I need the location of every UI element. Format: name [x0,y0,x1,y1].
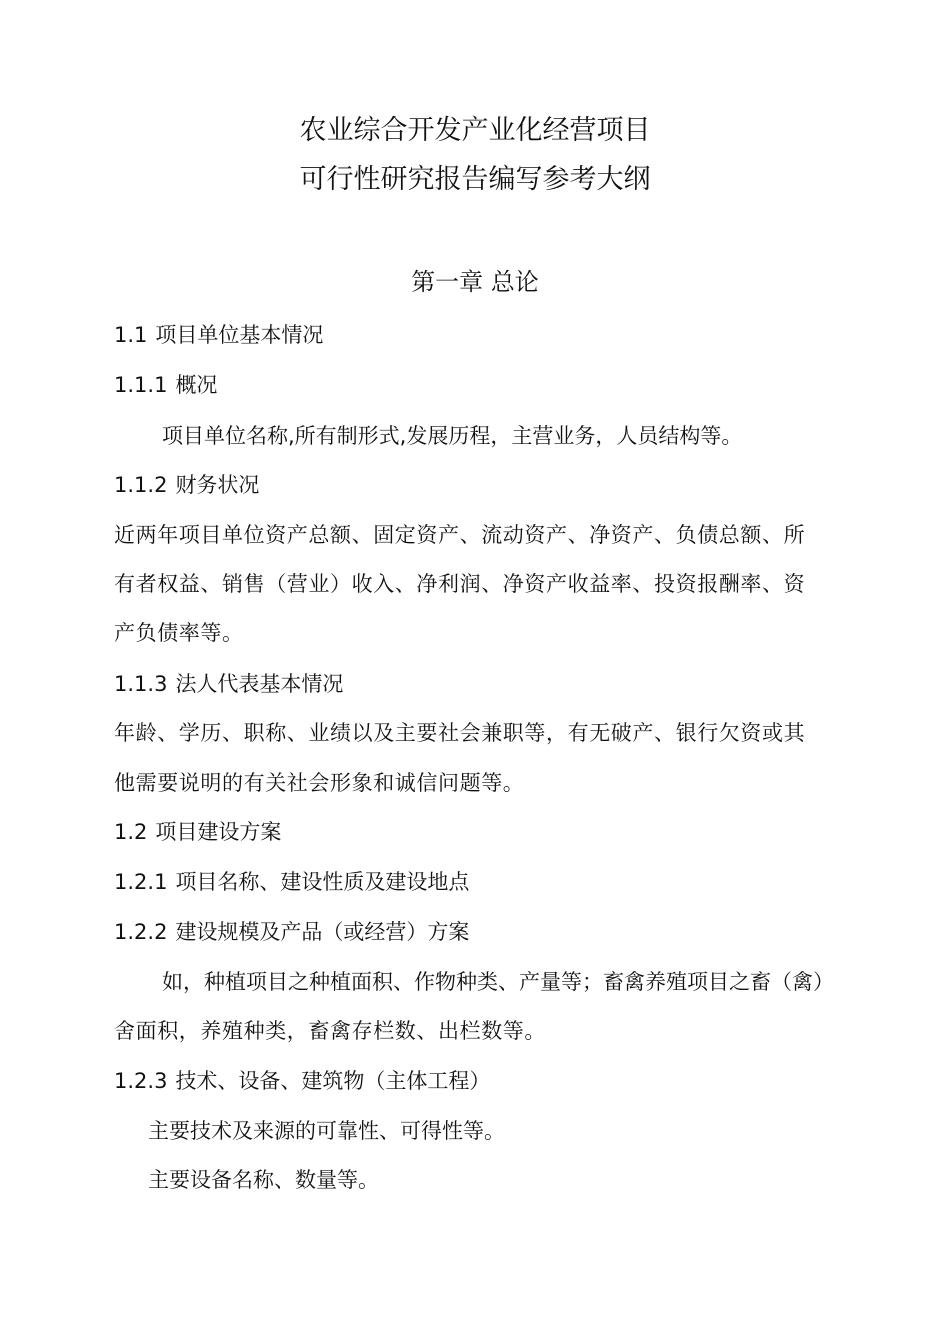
section-heading-1-1-3 [114,669,343,699]
paragraph-scale-line-1: 如，种植项目之种植面积、作物种类、产量等；畜禽养殖项目之畜（禽） [162,970,834,994]
section-heading-1-2-3 [114,1066,490,1096]
section-number: 1.2.2 [114,920,168,944]
paragraph-technology: 主要技术及来源的可靠性、可得性等。 [148,1119,505,1143]
chapter-heading: 第一章 总论 [411,268,539,296]
section-number: 1.1 [114,323,148,347]
paragraph-overview: 项目单位名称,所有制形式,发展历程，主营业务，人员结构等。 [162,424,743,448]
section-heading-1-2-1 [114,867,469,897]
paragraph-equipment: 主要设备名称、数量等。 [148,1168,379,1192]
section-title: 建设规模及产品（或经营）方案 [175,920,470,944]
section-heading-1-1 [114,320,323,350]
section-number: 1.1.1 [114,373,168,397]
section-title: 技术、设备、建筑物（主体工程） [175,1069,491,1093]
paragraph-legal-rep-line-2: 他需要说明的有关社会形象和诚信问题等。 [114,771,525,795]
paragraph-scale-line-2: 舍面积，养殖种类，畜禽存栏数、出栏数等。 [114,1019,546,1043]
section-number: 1.1.2 [114,473,168,497]
document-title-line-2: 可行性研究报告编写参考大纲 [299,164,651,195]
paragraph-legal-rep-line-1: 年龄、学历、职称、业绩以及主要社会兼职等，有无破产、银行欠资或其 [114,721,806,745]
paragraph-finance-line-2: 有者权益、销售（营业）收入、净利润、净资产收益率、投资报酬率、资 [114,572,806,596]
section-number: 1.2 [114,820,148,844]
section-title: 概况 [175,373,218,397]
section-heading-1-1-2 [114,470,259,500]
section-title: 项目建设方案 [155,820,282,844]
section-heading-1-2-2 [114,917,469,947]
paragraph-finance-line-3: 产负债率等。 [114,621,244,645]
section-number: 1.2.1 [114,870,168,894]
section-number: 1.1.3 [114,672,168,696]
section-title: 财务状况 [175,473,260,497]
section-heading-1-1-1 [114,370,217,400]
document-title-line-1: 农业综合开发产业化经营项目 [299,115,651,146]
section-title: 项目单位基本情况 [155,323,324,347]
paragraph-finance-line-1: 近两年项目单位资产总额、固定资产、流动资产、净资产、负债总额、所 [114,523,806,547]
section-heading-1-2 [114,817,281,847]
section-number: 1.2.3 [114,1069,168,1093]
section-title: 项目名称、建设性质及建设地点 [175,870,470,894]
section-title: 法人代表基本情况 [175,672,344,696]
